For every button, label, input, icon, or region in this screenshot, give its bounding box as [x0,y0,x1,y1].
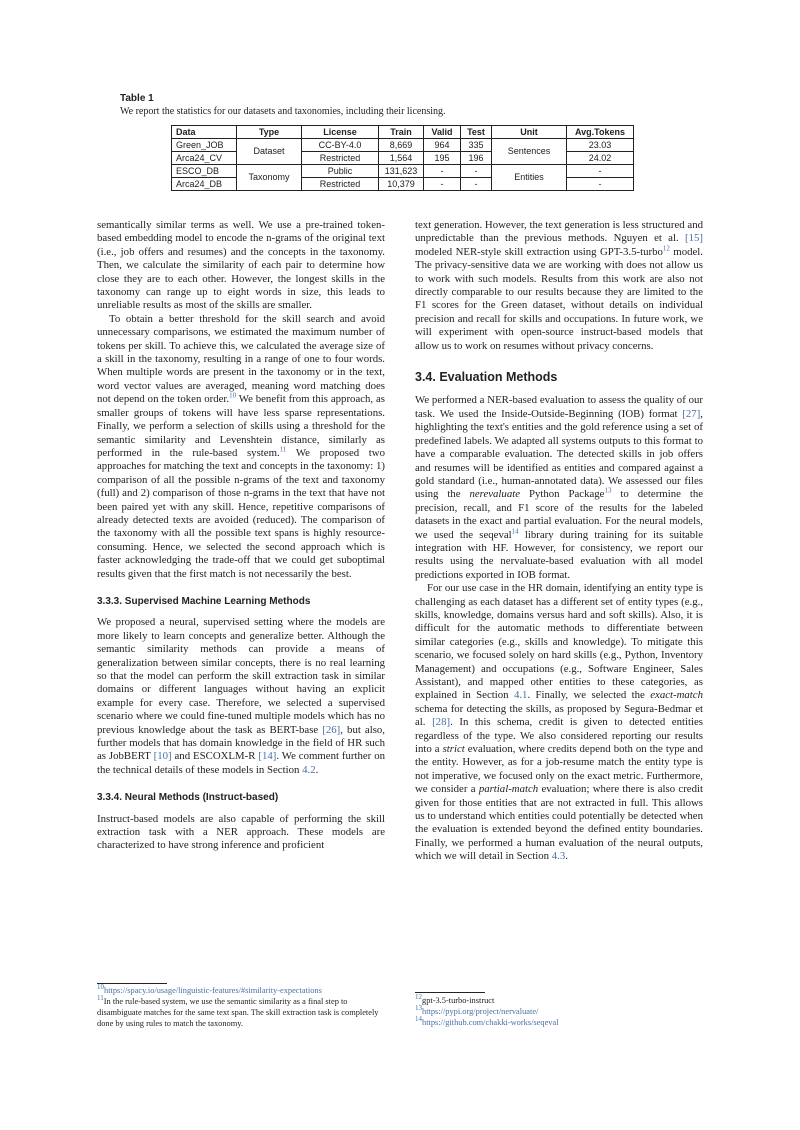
citation-link[interactable]: [26] [322,723,341,736]
footnote-marker[interactable]: 11 [279,445,287,454]
table-cell: Sentences [492,139,567,165]
text-span: evaluation; where there is also credit given for those entities that are not extracted in full. This allows us to understand which entities could potentially be detected when the evaluation is extended beyond the defined entity boundaries. Finally, we performed a human evaluation of the neural outputs, which we will detail in Section [415,783,703,863]
table-cell: 195 [424,152,461,165]
section-link[interactable]: 4.3 [551,850,566,863]
text-span: modeled NER-style skill extraction using GPT-3.5-turbo [415,245,663,258]
table-header-cell: Avg.Tokens [567,126,634,139]
table-cell: 8,669 [379,139,424,152]
text-span: library during training for its suitable integration with HF. However, for consistency, we report our results using the nervaluate-based evaluation with all model predictions exported in IOB format. [415,528,703,581]
table-caption-text: We report the statistics for our datasets and taxonomies, including their licensing. [120,105,446,117]
text-span: model. The privacy-sensitive data we are working with does not allow us to work with such models. Results from this work are also not directly comparable to our results because they are limited to the F1 scores for the Green dataset, without details on individual precision and recall for skills and occupations. In future work, we will experiment with open-source instruct-based models that allow us to work on resumes without privacy concerns. [415,245,703,352]
footnote-link[interactable]: https://spacy.io/usage/linguistic-features/#similarity-expectations [104,986,322,995]
footnotes-left [97,985,387,1029]
table-cell: 1,564 [379,152,424,165]
footnote-number: 11 [97,994,104,1003]
text-span: . [315,763,319,776]
table-cell: Entities [492,165,567,191]
footnote-marker[interactable]: 14 [511,526,519,535]
footnote [415,1017,705,1028]
emphasis-text: nerevaluate [469,488,521,501]
table-cell: 10,379 [379,178,424,191]
table-cell: Dataset [237,139,302,165]
footnotes-right [415,995,705,1028]
table-row [172,165,634,178]
footnote-number: 13 [415,1004,422,1013]
footnote-number: 14 [415,1015,422,1024]
text-span: We benefit from this approach, as smaller groups of tokens will have less sparse representations. Finally, we perform a selection of skills using a threshold for the semantic similarity and Levenshtein distance, similarly as performed in the rule-based system. [97,393,385,459]
text-span: We proposed a neural, supervised setting where the models are more likely to learn concepts and generalize better. Although the semantic similarity methods can provide a means of generalization between similar concepts, there is no real learning so that the model can perform the skill extraction task in similar domains or different languages without having an explicit example for every case. Therefore, we selected a supervised scenario where we could fine-tuned multiple models which has no previous knowledge about the task as BERT-base [97,616,385,736]
table-label: Table 1 [120,93,154,104]
table-header-cell: Data [172,126,237,139]
table-header-cell: Type [237,126,302,139]
paragraph [415,582,703,864]
text-span: . We comment further on the technical details of these models in Section [97,750,386,776]
subsection-heading: 3.3.4. Neural Methods (Instruct-based) [97,792,279,804]
section-heading: 3.4. Evaluation Methods [415,370,558,385]
text-span: Python Package [520,488,605,501]
text-span: To obtain a better threshold for the skill search and avoid unnecessary comparisons, we estimated the maximum number of tokens per skill. To achieve this, we calculated the average size of a skill in the taxonomy, resulting in a range of one to four words. When multiple words are present in the taxonomy or in the text, word vector values are averaged, meaning word matching does not depend on the token order. [97,312,385,406]
text-span: to determine the precision, recall, and F1 score of the results for the labeled datasets in the exact and partial evaluation. For the neural models, we used the seqeval [415,488,704,541]
subsection-heading: 3.3.3. Supervised Machine Learning Methods [97,595,311,607]
table-row [172,139,634,152]
footnote-marker[interactable]: 12 [662,244,670,253]
table-header-cell: Test [461,126,492,139]
table-header-cell: Valid [424,126,461,139]
text-span: , but also, further models that has domain knowledge in the field of HR such as JobBERT [97,723,385,763]
footnote-text: In the rule-based system, we use the semantic similarity as a final step to disambiguate matches for the same text span. The skill extraction task is completely done by using rules to match the taxonomy. [97,997,379,1028]
text-span: text generation. However, the text generation is less structured and unpredictable than the previous methods. Nguyen et al. [415,219,703,245]
table-cell: Public [302,165,379,178]
table-cell: - [424,165,461,178]
footnote-rule [415,992,485,993]
table-cell: Green_JOB [172,139,237,152]
table-cell: Arca24_CV [172,152,237,165]
footnote-marker[interactable]: 10 [229,391,237,400]
section-link[interactable]: 4.2 [302,763,316,776]
table-cell: - [567,165,634,178]
right-column [415,219,703,864]
table-cell: - [424,178,461,191]
statistics-table [171,125,634,191]
text-span: schema for detecting the skills, as proposed by Segura-Bedmar et al. [415,702,703,729]
table-header-cell: License [302,126,379,139]
table-cell: Restricted [302,152,379,165]
footnote-link[interactable]: https://github.com/chakki-works/seqeval [422,1018,559,1027]
text-span: , highlighting the text's entities and the gold reference using a set of predefined labels. We adapted all systems outputs to this format to have a comparable evaluation. The detected skills in job offers and resumes will be identified as entities and compared against a gold standard (i.e., human-annotated data). We assessed our files using the [415,407,703,501]
table-cell: - [461,178,492,191]
section-link[interactable]: 4.1 [513,689,528,702]
table-cell: Restricted [302,178,379,191]
text-span: We proposed two approaches for matching the text and concepts in the taxonomy: 1) comparison of all the possible n-grams of the text and taxonomy (full) and 2) comparison of those n-grams in the text that have not been paired yet with any skill. Hence, repetitive comparisons of already detected texts are avoided (reduced). The comparison of the taxonomy with all the possible text spans is highly resource-consuming. Hence, we selected the second approach which is faster acknowledging the trade-off that we could get suboptimal results given that the first match is not necessarily the best. [97,446,385,580]
table-header-cell: Unit [492,126,567,139]
table-cell: 24.02 [567,152,634,165]
footnote-marker[interactable]: 13 [604,486,612,495]
text-span: evaluation, where credits depend both on the type and the entity. However, as for a job-resume match the entity type is not imperative, we focused only on the exact metric. Furthermore, we consider a [415,743,703,796]
paragraph: Instruct-based models are also capable of performing the skill extraction task with a NER approach. These models are characterized to have strong inference and proficient [97,812,385,852]
footnote-rule [97,983,167,984]
footnote [415,1006,705,1017]
citation-link[interactable]: [27] [682,407,701,420]
text-span: . [565,850,568,863]
text-span: . In this schema, credit is given to detected entities regardless of the type. We also considered reporting our results into a [415,716,703,756]
emphasis-text: exact-match [650,689,703,702]
table-caption [120,93,690,118]
footnote-number: 10 [97,983,104,992]
citation-link[interactable]: [15] [685,232,703,245]
left-column [97,219,385,853]
citation-link[interactable]: [10] [153,750,172,763]
emphasis-text: partial-match [478,783,539,796]
footnote [97,985,387,996]
emphasis-text: strict [442,743,465,756]
table-cell: - [461,165,492,178]
paragraph [415,219,703,353]
table-cell: 23.03 [567,139,634,152]
footnote-number: 12 [415,993,422,1002]
table-cell: ESCO_DB [172,165,237,178]
text-span: We performed a NER-based evaluation to assess the quality of our task. We used the Inside-Outside-Beginning (IOB) format [415,394,703,420]
table-header-row [172,126,634,139]
footnote-link[interactable]: https://pypi.org/project/nervaluate/ [422,1007,539,1016]
table-cell: CC-BY-4.0 [302,139,379,152]
paragraph [97,616,385,777]
table-cell: - [567,178,634,191]
paragraph [97,313,385,581]
footnote [415,995,705,1006]
text-span: For our use case in the HR domain, identifying an entity type is challenging as each dataset has a different set of entity types (e.g., skills, knowledge, domains versus hard and soft skills). Also, it is difficult for the automatic methods to differentiate between similar categories (e.g., skills and knowledge). To mitigate this scenario, we focused solely on hard skills (e.g., Python, Inventory Management) and occupations (e.g., Software Engineer, Sales Assistant), and mapped other entities to these categories, as explained in Section [415,582,703,702]
text-span: and ESCOXLM-R [171,750,259,763]
table-cell: 964 [424,139,461,152]
citation-link[interactable]: [14] [258,750,277,763]
citation-link[interactable]: [28] [432,716,451,729]
footnote-text: gpt-3.5-turbo-instruct [422,996,495,1005]
footnote [97,996,387,1029]
table-header-cell: Train [379,126,424,139]
table-cell: 131,623 [379,165,424,178]
paragraph: semantically similar terms as well. We use a pre-trained token-based embedding model to encode the n-grams of the original text (i.e., job offers and resumes) and the concepts in the taxonomy. Then, we calculate the similarity of each pair to determine how close they are to each other. However, the longest skills in the taxonomy can range up to eight words in size, this leads to unreliable results as most of the skills are smaller. [97,219,385,312]
table-cell: 335 [461,139,492,152]
table-cell: 196 [461,152,492,165]
table-cell: Arca24_DB [172,178,237,191]
text-span: . Finally, we selected the [527,689,651,702]
paragraph [415,394,703,582]
table-cell: Taxonomy [237,165,302,191]
